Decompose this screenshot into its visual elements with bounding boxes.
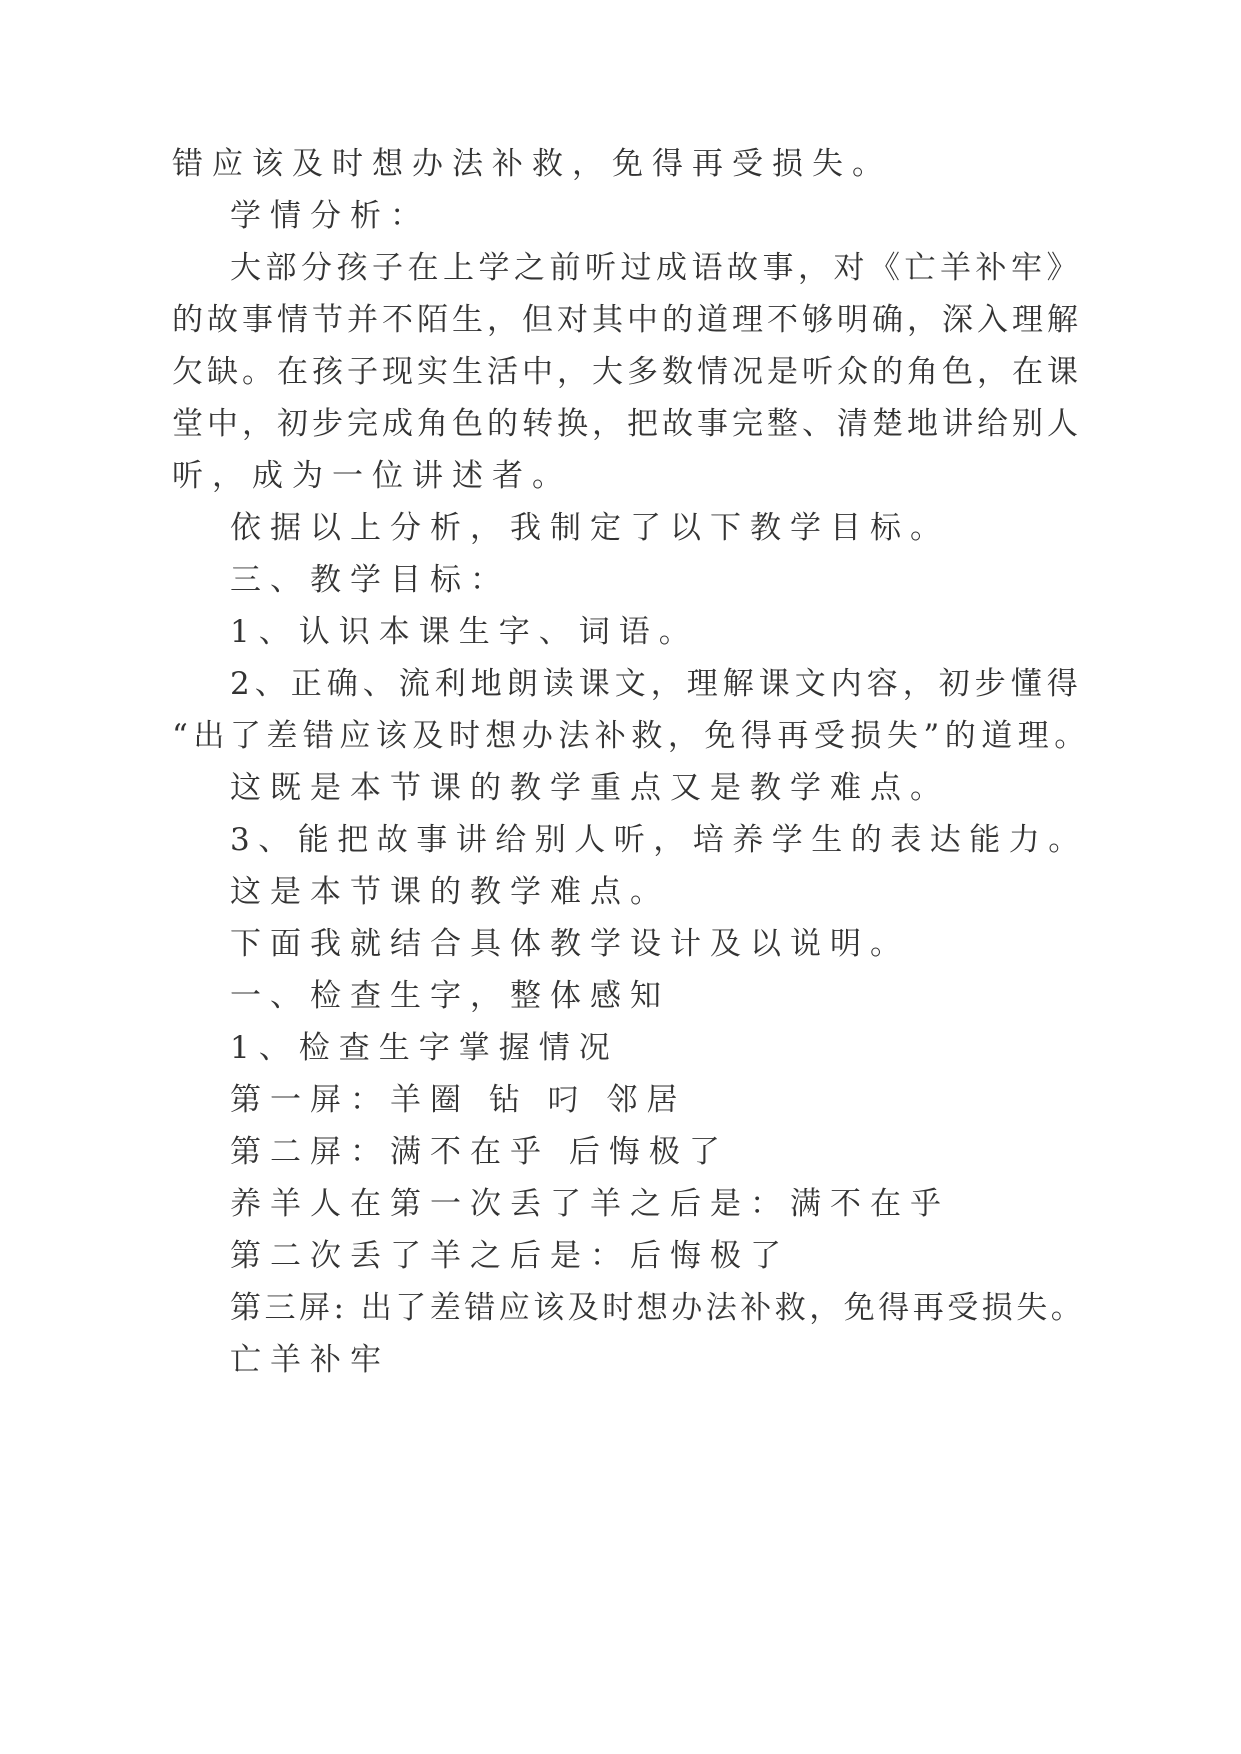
- text-line: 这既是本节课的教学重点又是教学难点。: [230, 770, 950, 806]
- list-item: 1、检查生字掌握情况: [230, 1030, 619, 1066]
- text-line: 听，成为一位讲述者。: [172, 458, 572, 494]
- text-line: 第三屏: 出了差错应该及时想办法补救，免得再受损失。: [230, 1290, 1086, 1326]
- section-heading: 学情分析：: [230, 198, 430, 234]
- section-heading: 一、检查生字，整体感知: [230, 978, 670, 1014]
- text-line: 依据以上分析，我制定了以下教学目标。: [230, 510, 950, 546]
- list-item: 2、正确、流利地朗读课文，理解课文内容，初步懂得: [230, 666, 1083, 702]
- text-line: 第二次丢了羊之后是：后悔极了: [230, 1238, 790, 1274]
- list-item: 3、能把故事讲给别人听，培养学生的表达能力。: [230, 822, 1088, 858]
- text-line: “出了差错应该及时想办法补救，免得再受损失”的道理。: [172, 718, 1091, 754]
- text-line: 养羊人在第一次丢了羊之后是：满不在乎: [230, 1186, 950, 1222]
- text-line: 欠缺。在孩子现实生活中，大多数情况是听众的角色，在课: [172, 354, 1082, 390]
- text-line: 第一屏：羊圈 钻 叼 邻居: [230, 1082, 687, 1118]
- text-line: 第二屏：满不在乎 后悔极了: [230, 1134, 729, 1170]
- section-heading: 三、教学目标：: [230, 562, 510, 598]
- text-line: 大部分孩子在上学之前听过成语故事，对《亡羊补牢》: [230, 250, 1082, 286]
- list-item: 1、认识本课生字、词语。: [230, 614, 699, 650]
- text-line: 亡羊补牢: [230, 1342, 390, 1378]
- text-line: 下面我就结合具体教学设计及以说明。: [230, 926, 910, 962]
- text-line: 这是本节课的教学难点。: [230, 874, 670, 910]
- text-line: 堂中，初步完成角色的转换，把故事完整、清楚地讲给别人: [172, 406, 1082, 442]
- text-line: 的故事情节并不陌生，但对其中的道理不够明确，深入理解: [172, 302, 1082, 338]
- text-line: 错应该及时想办法补救，免得再受损失。: [172, 146, 892, 182]
